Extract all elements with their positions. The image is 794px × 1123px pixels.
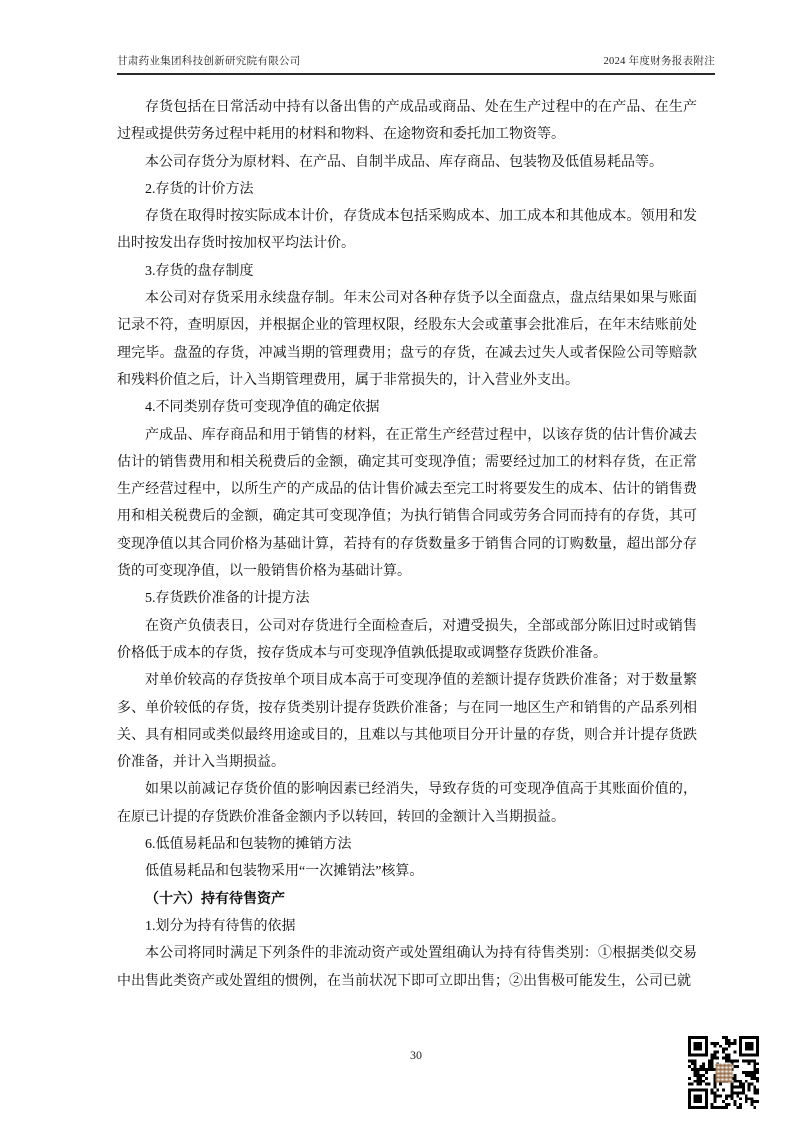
paragraph: 产成品、库存商品和用于销售的材料，在正常生产经营过程中，以该存货的估计售价减去估计的销售费用和相关税费后的金额，确定其可变现净值；需要经过加工的材料存货，在正常生产经营过程中，以所生产的产成品的估计售价减去至完工时将要发生的成本、估计的销售费用和相关税费后的金额，确定其可变现净值；为执行销售合同或劳务合同而持有的存货，其可变现净值以其合同价格为基础计算，若持有的存货数量多于销售合同的订购数量，超出部分存货的可变现净值，以一般销售价格为基础计算。 <box>117 427 697 580</box>
paragraph: 对单价较高的存货按单个项目成本高于可变现净值的差额计提存货跌价准备；对于数量繁多、单价较低的存货，按存货类别计提存货跌价准备；与在同一地区生产和销售的产品系列相关、具有相同或类似最终用途或目的，且难以与其他项目分开计量的存货，则合并计提存货跌价准备，并计入当期损益。 <box>117 673 697 771</box>
paragraph: 本公司将同时满足下列条件的非流动资产或处置组确认为持有待售类别：①根据类似交易中出售此类资产或处置组的惯例，在当前状况下即可立即出售；②出售极可能发生，公司已就 <box>117 946 697 989</box>
paragraph: 存货在取得时按实际成本计价，存货成本包括采购成本、加工成本和其他成本。领用和发出时按发出存货时按加权平均法计价。 <box>117 209 697 252</box>
qr-center-logo <box>715 1063 732 1082</box>
header-rule <box>117 73 715 75</box>
paragraph: 本公司对存货采用永续盘存制。年末公司对各种存货予以全面盘点，盘点结果如果与账面记录不符，查明原因，并根据企业的管理权限，经股东大会或董事会批准后，在年末结账前处理完毕。盘盈的存货，冲减当期的管理费用；盘亏的存货，在减去过失人或者保险公司等赔款和残料价值之后，计入当期管理费用，属于非常损失的，计入营业外支出。 <box>117 291 697 388</box>
list-heading: 3.存货的盘存制度 <box>145 263 254 279</box>
paragraph: 如果以前减记存货价值的影响因素已经消失，导致存货的可变现净值高于其账面价值的，在原已计提的存货跌价准备金额内予以转回，转回的金额计入当期损益。 <box>117 782 697 825</box>
paragraph: 存货包括在日常活动中持有以备出售的产成品或商品、处在生产过程中的在产品、在生产过程或提供劳务过程中耗用的材料和物料、在途物资和委托加工物资等。 <box>117 100 697 143</box>
header-report-title: 2024 年度财务报表附注 <box>603 56 715 67</box>
list-heading: 4.不同类别存货可变现净值的确定依据 <box>145 400 380 416</box>
list-heading: 1.划分为持有待售的依据 <box>145 918 296 934</box>
document-body <box>117 94 697 995</box>
header-company-name: 甘肃药业集团科技创新研究院有限公司 <box>117 56 301 67</box>
list-heading: 6.低值易耗品和包装物的摊销方法 <box>145 837 352 853</box>
page-number: 30 <box>410 1048 422 1062</box>
page-header <box>117 53 715 68</box>
list-heading: 5.存货跌价准备的计提方法 <box>145 591 310 607</box>
paragraph: 在资产负债表日，公司对存货进行全面检查后，对遭受损失，全部或部分陈旧过时或销售价格低于成本的存货，按存货成本与可变现净值孰低提取或调整存货跌价准备。 <box>117 618 697 661</box>
list-heading: 2.存货的计价方法 <box>145 181 254 197</box>
paragraph: 低值易耗品和包装物采用“一次摊销法”核算。 <box>145 864 424 880</box>
qr-code-stamp <box>688 1036 759 1109</box>
section-heading: （十六）持有待售资产 <box>145 891 285 907</box>
paragraph: 本公司存货分为原材料、在产品、自制半成品、库存商品、包装物及低值易耗品等。 <box>145 154 663 170</box>
